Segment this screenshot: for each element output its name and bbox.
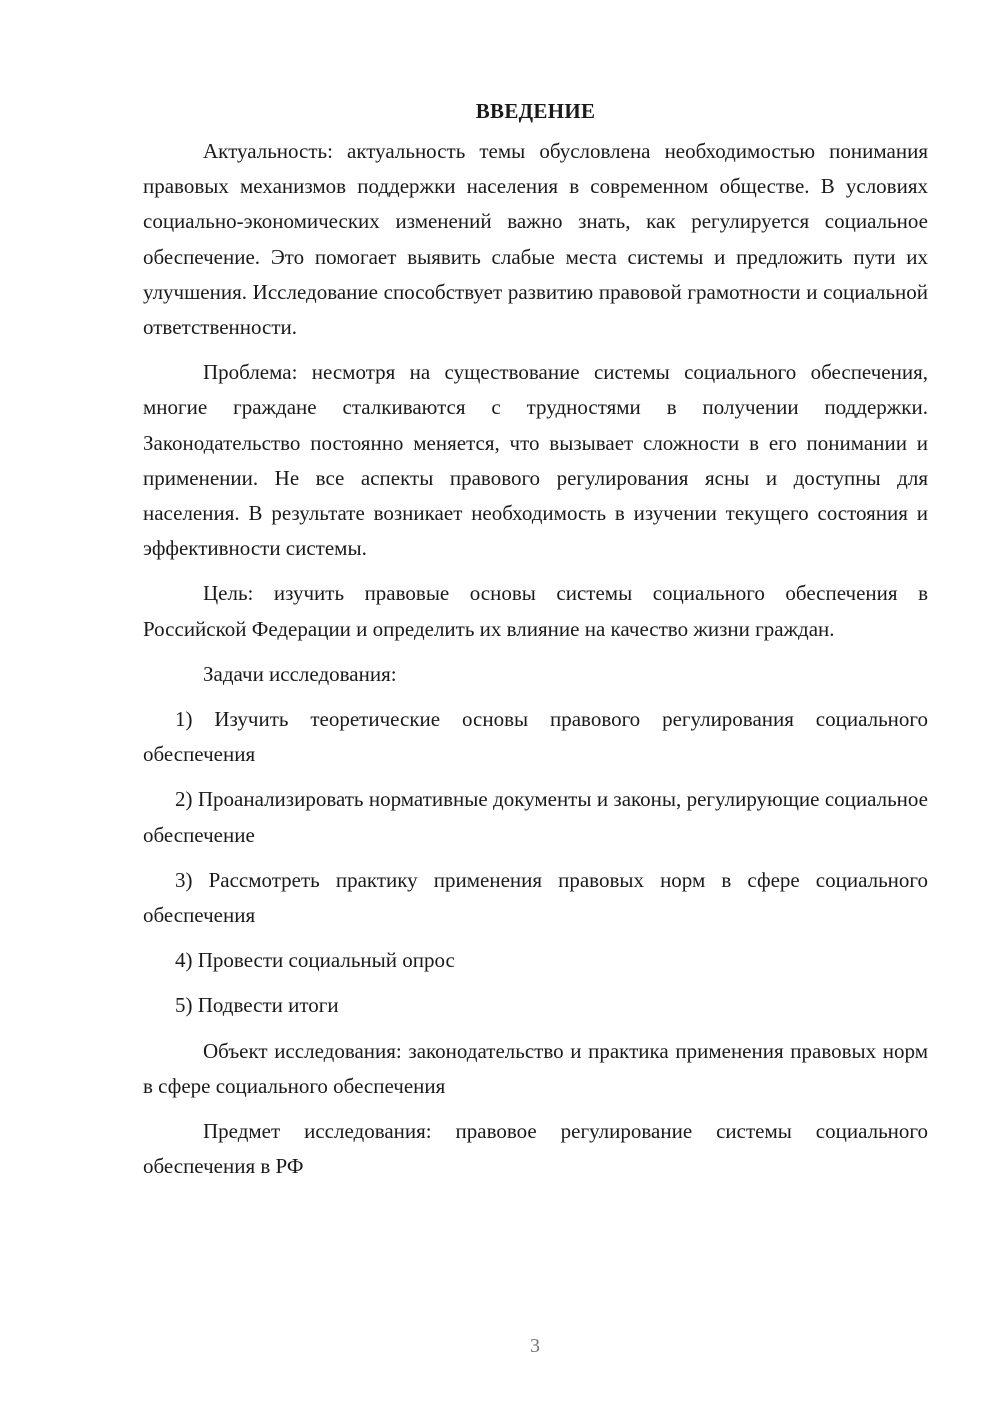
- task-item-3: 3) Рассмотреть практику применения правовых норм в сфере социального обеспечения: [143, 867, 928, 928]
- document-page: [143, 96, 928, 1184]
- task-item-4: 4) Провести социальный опрос: [175, 948, 455, 973]
- section-title: ВВЕДЕНИЕ: [475, 99, 596, 123]
- paragraph-relevance: Актуальность: актуальность темы обусловлена необходимостью понимания правовых механизмов поддержки населения в современном обществе. В условиях социально-экономических изменений важно знать, как регулируется социальное обеспечение. Это помогает выявить слабые места системы и предложить пути их улучшения. Исследование способствует развитию правовой грамотности и социальной ответственности.: [143, 139, 928, 340]
- paragraph-problem: Проблема: несмотря на существование системы социального обеспечения, многие граждане сталкиваются с трудностями в получении поддержки. Законодательство постоянно меняется, что вызывает сложности в его понимании и применении. Не все аспекты правового регулирования ясны и доступны для населения. В результате возникает необходимость в изучении текущего состояния и эффективности системы.: [143, 360, 928, 561]
- page-number: 3: [530, 1335, 540, 1357]
- task-item-1: 1) Изучить теоретические основы правового регулирования социального обеспечения: [143, 707, 928, 767]
- task-item-2: 2) Проанализировать нормативные документы и законы, регулирующие социальное обеспечение: [143, 787, 928, 847]
- paragraph-subject: Предмет исследования: правовое регулирование системы социального обеспечения в РФ: [143, 1119, 928, 1179]
- tasks-heading: Задачи исследования:: [203, 661, 397, 686]
- paragraph-object: Объект исследования: законодательство и практика применения правовых норм в сфере социального обеспечения: [143, 1038, 928, 1098]
- paragraph-goal: Цель: изучить правовые основы системы социального обеспечения в Российской Федерации и определить их влияние на качество жизни граждан.: [143, 581, 928, 641]
- task-item-5: 5) Подвести итоги: [175, 993, 339, 1018]
